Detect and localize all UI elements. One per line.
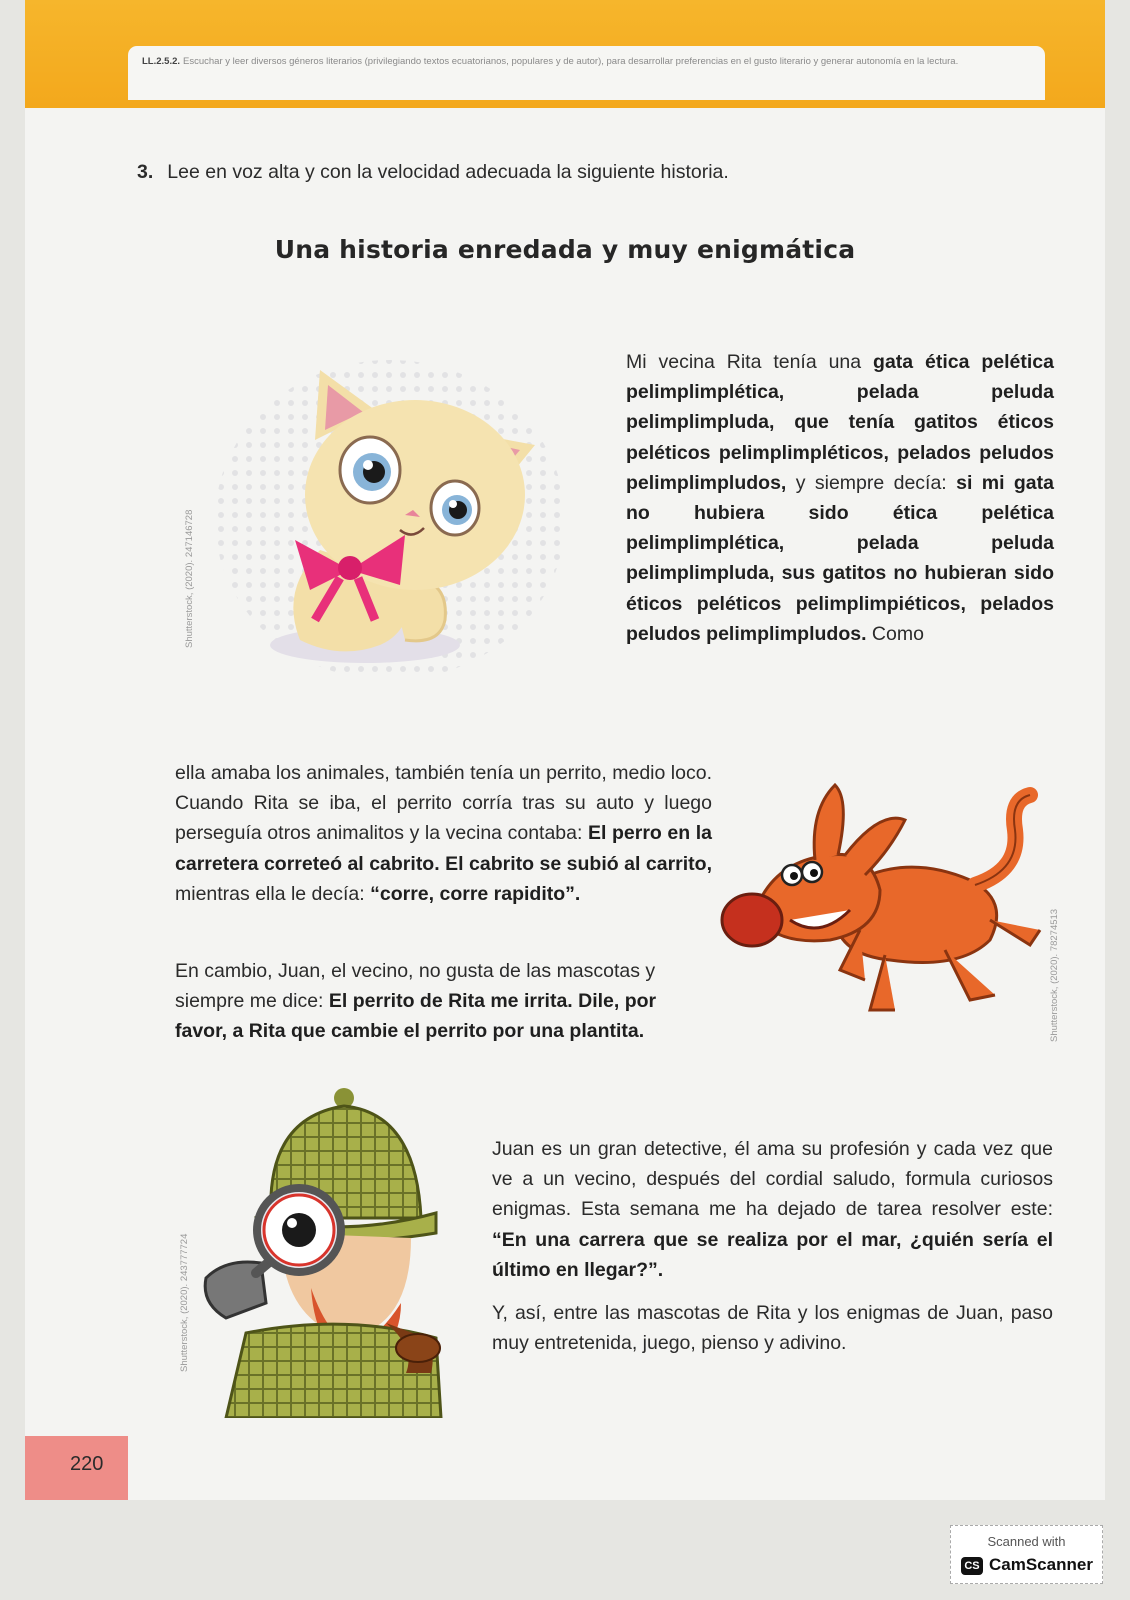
camscanner-logo-icon: CS [961,1557,983,1575]
standard-code: LL.2.5.2. [142,56,181,67]
story-paragraph-5 [492,1298,1053,1358]
story-paragraph-1 [626,347,1054,649]
story-text: Y, así, entre las mascotas de Rita y los enigmas de Juan, paso muy entretenida, juego, pienso y adivino. [492,1302,1053,1355]
story-title: Una historia enredada y muy enigmática [274,235,856,264]
instruction [137,161,937,184]
cat-illustration [200,340,580,690]
story-paragraph-2 [175,758,712,909]
image-credit-cat: Shutterstock, (2020). 247146728 [184,509,195,648]
story-emphasis: “En una carrera que se realiza por el mar, ¿quién sería el último en llegar?”. [492,1228,1053,1281]
story-paragraph-4 [492,1134,1053,1285]
story-text: mientras ella le decía: [175,882,371,905]
detective-illustration [186,1088,456,1418]
scanner-watermark [950,1525,1103,1584]
story-emphasis: “corre, corre rapidito”. [370,882,581,905]
story-text: En cambio, Juan, el vecino, no gusta de las mascotas y siempre me dice: [175,960,656,1013]
page-number: 220 [70,1453,104,1475]
instruction-number: 3. [137,161,154,183]
image-credit-detective: Shutterstock, (2020). 243777724 [179,1233,190,1372]
standard-box [128,46,1045,100]
story-emphasis: El perrito de Rita me irrita. Dile, por favor, a Rita que cambie el perrito por una plantita. [175,990,657,1043]
story-emphasis: El perro en la carretera correteó al cabrito. El cabrito se subió al carrito, [175,822,712,875]
scanner-caption: Scanned with [987,1534,1066,1549]
scanner-brand: CamScanner [989,1555,1093,1574]
story-paragraph-3 [175,956,712,1047]
standard-description: Escuchar y leer diversos géneros literarios (privilegiando textos ecuatorianos, populares y de autor), para desarrollar preferencias en el gusto literario y generar autonomía en la lectura. [183,56,959,67]
story-text: ella amaba los animales, también tenía un perrito, medio loco. Cuando Rita se iba, el perrito corría tras su auto y luego perseguía otros animalitos y la vecina contaba: [175,762,712,845]
image-credit-dog: Shutterstock, (2020). 78274513 [1049,908,1060,1042]
dog-illustration [720,780,1050,1030]
story-text: y siempre decía: [786,471,957,494]
instruction-text: en voz alta y con la velocidad adecuada la siguiente historia. [205,161,729,183]
story-text: Como [866,622,924,645]
story-text: Juan es un gran detective, él ama su profesión y cada vez que ve a un vecino, después del cordial saludo, formula curiosos enigmas. Esta semana me ha dejado de tarea resolver este: [492,1138,1053,1221]
story-text: Mi vecina Rita tenía una [626,351,874,373]
story-emphasis: gata ética pelética pelimplimplética, pelada peluda pelimplimpluda, que tenía gatitos éticos peléticos pelimplimpléticos, pelados peludos pelimplimpludos, [626,351,1054,494]
story-emphasis: si mi gata no hubiera sido ética pelética pelimplimplética, pelada peluda pelimplimpluda, sus gatitos no hubieran sido éticos peléticos pelimplimpiéticos, pelados peludos pelimplimpludos. [626,471,1054,645]
curriculum-standard [142,56,1037,67]
instruction-verb: Lee [167,161,200,183]
